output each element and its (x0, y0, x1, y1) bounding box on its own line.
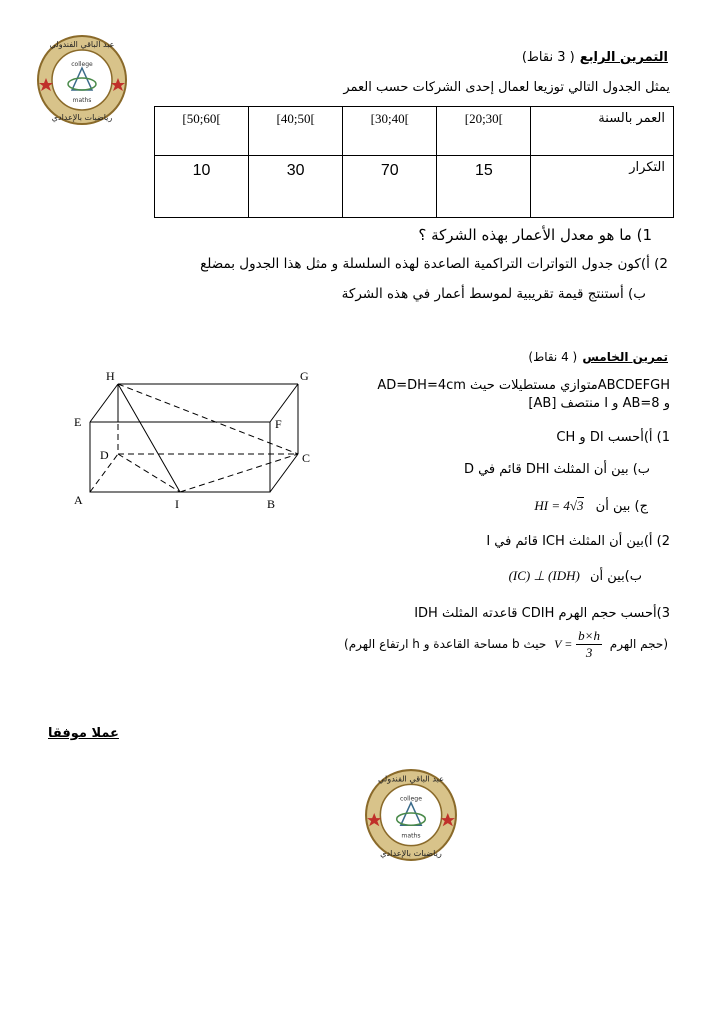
exercise5-line2: و AB=8 و I منتصف [AB] (528, 396, 670, 411)
exercise5-q1c (534, 498, 648, 514)
exercise5-q3a: 3)أحسب حجم الهرم CDIH قاعدته المثلث IDH (414, 606, 670, 621)
exercise4-header (522, 46, 668, 65)
closing-text: عملا موفقا (48, 726, 119, 741)
logo-inner-top: college (71, 61, 93, 68)
interval-40-50: [40;50[ (249, 107, 343, 156)
exercise4-q2a: 2) أ)كون جدول التواترات التراكمية الصاعدة لهذه السلسلة و مثل هذا الجدول بمضلع (200, 256, 668, 272)
interval-50-60: [50;60[ (155, 107, 249, 156)
label-C: C (302, 451, 311, 465)
exercise5-q1a: 1) أ)أحسب DI و CH (556, 430, 670, 445)
q1c-radicand: 3 (577, 498, 584, 513)
freq-30-40: 70 (343, 156, 437, 218)
logo-bottom-text: رياضيات بالإعدادي (51, 113, 113, 122)
logo-bottom-text: رياضيات بالإعدادي (380, 847, 442, 858)
label-A: A (74, 493, 83, 507)
exercise5-title: تمرين الخامس (582, 350, 668, 364)
label-B: B (267, 497, 276, 511)
q1c-label: ج) بين أن (595, 499, 648, 514)
school-logo (36, 34, 128, 126)
volume-fraction (576, 628, 602, 661)
exercise5-header (528, 346, 668, 365)
frequency-table (154, 106, 674, 218)
q1c-lhs: HI = 4 (534, 498, 570, 513)
school-logo-bottom (364, 768, 458, 862)
logo-inner-bottom: maths (401, 832, 421, 840)
exercise5-points: ( 4 نقاط) (528, 350, 578, 364)
exercise4-intro: يمثل الجدول التالي توزيعا لعمال إحدى الشركات حسب العمر (343, 80, 670, 95)
logo-top-text: عبد الباقي الفندولي (377, 773, 445, 784)
logo-inner-top: college (400, 795, 422, 803)
label-G: G (300, 369, 309, 383)
q3b-post: حيث b مساحة القاعدة و h ارتفاع الهرم) (344, 637, 547, 651)
fraction-denominator: 3 (585, 645, 593, 660)
q1c-formula: HI = 4√3 (534, 498, 584, 513)
interval-20-30: [20;30[ (437, 107, 531, 156)
label-F: F (275, 417, 282, 431)
age-label: العمر بالسنة (531, 107, 674, 156)
exercise4-q1: 1) ما هو معدل الأعمار بهذه الشركة ؟ (418, 226, 652, 244)
exercise4-q2b: ب) أستنتج قيمة تقريبية لموسط أعمار في هذه الشركة (341, 286, 646, 302)
q2b-formula: (IC) ⊥ (IDH) (508, 568, 580, 583)
interval-30-40: [30;40[ (343, 107, 437, 156)
freq-40-50: 30 (249, 156, 343, 218)
exercise5-q2a: 2) أ)بين أن المثلث ICH قائم في I (486, 534, 670, 549)
volume-v: V = (554, 637, 573, 651)
exercise5-q3b (344, 628, 668, 661)
exercise4-points: ( 3 نقاط) (521, 50, 575, 65)
freq-50-60: 10 (155, 156, 249, 218)
exercise5-q1b: ب) بين أن المثلث DHI قائم في D (463, 462, 650, 477)
frequency-label: التكرار (531, 156, 674, 218)
fraction-numerator: b×h (578, 628, 600, 643)
logo-top-text: عبد الباقي الفندولي (49, 40, 115, 49)
label-E: E (74, 415, 82, 429)
box-figure (70, 366, 330, 516)
volume-formula (554, 628, 602, 661)
label-I: I (175, 497, 179, 511)
label-H: H (106, 369, 115, 383)
q2b-label: ب)بين أن (589, 569, 642, 584)
q3b-pre: (حجم الهرم (609, 637, 668, 651)
freq-20-30: 15 (437, 156, 531, 218)
exercise4-title: التمرين الرابع (579, 50, 668, 65)
label-D: D (100, 448, 109, 462)
exercise5-q2b (509, 568, 642, 584)
logo-inner-bottom: maths (72, 97, 92, 104)
exercise5-line1: ABCDEFGHمتوازي مستطيلات حيث AD=DH=4cm (377, 378, 670, 393)
